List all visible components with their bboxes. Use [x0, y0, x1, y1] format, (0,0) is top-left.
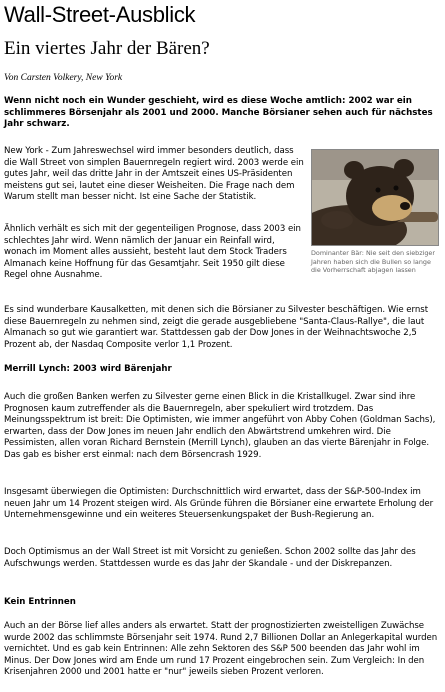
- paragraph-1: New York - Zum Jahreswechsel wird immer besonders deutlich, dass die Wall Street von simplen Bauernregeln regiert wird. 2003 werde ein gutes Jahr, weil das dritte Jahr in der Amtszeit eines US-Präsidenten meistens gut sei, lautet eine dieser Weisheiten. Die Frage nach dem Warum stellt man besser nicht. Ist eine Sache der Statistik.: [4, 146, 304, 203]
- photo-figure: [311, 149, 439, 275]
- byline: Von Carsten Volkery, New York: [4, 73, 123, 83]
- section-title: Wall-Street-Ausblick: [4, 2, 196, 27]
- subhead-merrill-lynch: Merrill Lynch: 2003 wird Bärenjahr: [4, 364, 172, 374]
- paragraph-2: Ähnlich verhält es sich mit der gegenteiligen Prognose, dass 2003 ein schlechtes Jahr wird. Wenn nämlich der Januar ein Reinfall wird, wonach im Moment alles aussieht, besteht laut dem Stock Traders Almanach keine Hoffnung für das Gesamtjahr. Seit 1950 gilt diese Regel ohne Ausnahme.: [4, 224, 301, 281]
- paragraph-5: Insgesamt überwiegen die Optimisten: Durchschnittlich wird erwartet, dass der S&P-500-Index im neuen Jahr um 14 Prozent steigen wird. Als Gründe führen die Börsianer eine erwartete Erholung der Unternehmensgewinne und ein weiteres Steuersenkungspaket der Bush-Regierung an.: [4, 487, 434, 521]
- paragraph-6: Doch Optimismus an der Wall Street ist mit Vorsicht zu genießen. Schon 2002 sollte das Jahr des Aufschwungs werden. Stattdessen wurde es das Jahr der Skandale - und der Diskrepanzen.: [4, 547, 416, 569]
- paragraph-7: Auch an der Börse lief alles anders als erwartet. Statt der prognostizierten zweistelligen Zuwächse wurde 2002 das schlimmste Börsenjahr seit 1974. Rund 2,7 Billionen Dollar an Anlegerkapital wurden vernichtet. Und es gab kein Entrinnen: Alle zehn Sektoren des S&P 500 beenden das Jahr wohl im Minus. Der Dow Jones wird am Ende um rund 17 Prozent eingebrochen sein. Zum Vergleich: In den Krisenjahren 2000 und 2001 hatte er "nur" jeweils sieben Prozent verloren.: [4, 621, 438, 678]
- headline: Ein viertes Jahr der Bären?: [4, 38, 210, 59]
- paragraph-3: Es sind wunderbare Kausalketten, mit denen sich die Börsianer zu Silvester beschäftigen. Wie ernst diese Bauernregeln zu nehmen sind, zeigt die gerade ausgebliebene "Santa-Claus-Rallye", die laut Almanach so gut wie garantiert war. Stattdessen gab der Dow Jones in der Weihnachtswoche 2,5 Prozent ab, der Nasdaq Composite verlor 1,1 Prozent.: [4, 305, 429, 350]
- subhead-kein-entrinnen: Kein Entrinnen: [4, 597, 76, 607]
- bear-photo-icon: [311, 149, 439, 246]
- lead-paragraph: Wenn nicht noch ein Wunder geschieht, wird es diese Woche amtlich: 2002 war ein schlimmeres Börsenjahr als 2001 und 2000. Manche Börsianer sehen auch für nächstes Jahr schwarz.: [4, 96, 433, 129]
- paragraph-4: Auch die großen Banken werfen zu Silvester gerne einen Blick in die Kristallkugel. Zwar sind ihre Prognosen kaum zutreffender als die Bauernregeln, aber spekuliert wird trotzdem. Das Meinungsspektrum ist breit: Die Optimisten, wie immer angeführt von Abby Cohen (Goldman Sachs), erwarten, dass der Dow Jones im neuen Jahr endlich den Abwärtstrend umkehren wird. Die Pessimisten, allen voran Richard Bernstein (Merrill Lynch), glauben an das vierte Bärenjahr in Folge. Das gab es bisher erst einmal: nach dem Börsencrash 1929.: [4, 392, 436, 460]
- photo-caption: Dominanter Bär: Nie seit den siebziger Jahren haben sich die Bullen so lange die Vorherrschaft abjagen lassen: [311, 249, 435, 275]
